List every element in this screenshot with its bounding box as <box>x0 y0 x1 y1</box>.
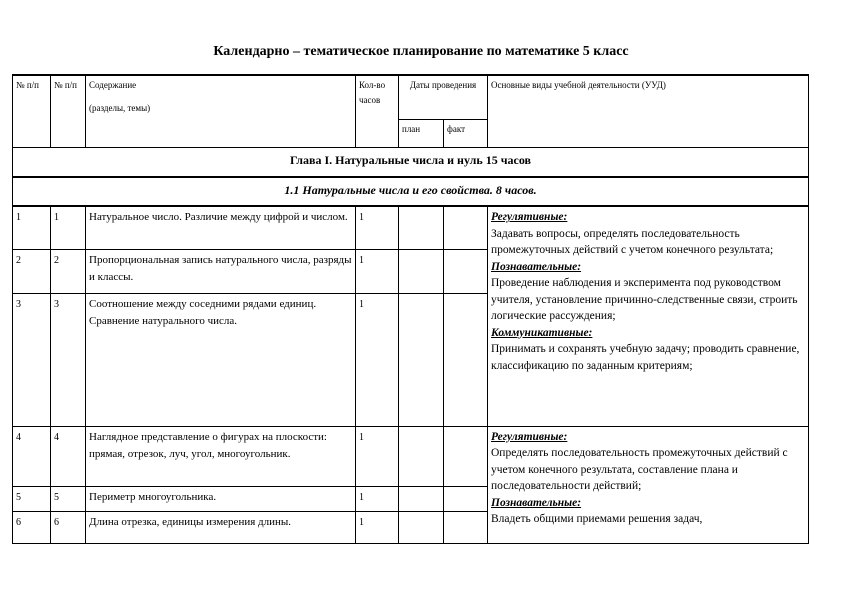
row-number-2: 2 <box>51 249 86 293</box>
row-plan <box>399 486 444 511</box>
uud-cognitive-label: Познавательные: <box>491 260 582 273</box>
row-hours: 1 <box>356 249 399 293</box>
header-num1: № п/п <box>13 75 51 147</box>
row-hours: 1 <box>356 486 399 511</box>
row-number-2: 6 <box>51 511 86 543</box>
row-topic: Натуральное число. Различие между цифрой и числом. <box>86 206 356 249</box>
row-hours: 1 <box>356 426 399 486</box>
row-topic: Наглядное представление о фигурах на плоскости: прямая, отрезок, луч, угол, многоугольник. <box>86 426 356 486</box>
header-content <box>86 75 356 147</box>
row-fact <box>444 426 488 486</box>
uud-communicative-text: Принимать и сохранять учебную задачу; проводить сравнение, классификацию по заданным критериям; <box>491 343 800 372</box>
row-plan <box>399 293 444 426</box>
table-row <box>13 206 809 249</box>
row-plan <box>399 249 444 293</box>
row-number: 4 <box>13 426 51 486</box>
header-plan: план <box>399 119 444 147</box>
row-fact <box>444 293 488 426</box>
header-num2: № п/п <box>51 75 86 147</box>
header-hours: Кол-во часов <box>356 75 399 147</box>
row-topic: Длина отрезка, единицы измерения длины. <box>86 511 356 543</box>
uud-cognitive-text: Проведение наблюдения и эксперимента под руководством учителя, установление причинно-следственные связи, строить логические рассуждения; <box>491 277 798 322</box>
row-number-2: 3 <box>51 293 86 426</box>
row-topic: Пропорциональная запись натурального числа, разряды и классы. <box>86 249 356 293</box>
row-number-2: 5 <box>51 486 86 511</box>
row-number: 3 <box>13 293 51 426</box>
chapter-title: Глава I. Натуральные числа и нуль 15 часов <box>13 147 809 177</box>
uud-communicative-label: Коммуникативные: <box>491 326 593 339</box>
uud-regulative-text: Задавать вопросы, определять последовательность промежуточных действий с учетом конечного результата; <box>491 227 774 256</box>
uud-cognitive-label: Познавательные: <box>491 496 582 509</box>
row-fact <box>444 486 488 511</box>
header-content-label: Содержание <box>89 80 137 90</box>
row-hours: 1 <box>356 511 399 543</box>
row-plan <box>399 206 444 249</box>
uud-regulative-text: Определять последовательность промежуточных действий с учетом конечного результата, составление плана и последовательности действий; <box>491 447 788 492</box>
row-hours: 1 <box>356 293 399 426</box>
row-fact <box>444 249 488 293</box>
uud-cell-2 <box>488 426 809 543</box>
header-dates: Даты проведения <box>399 75 488 119</box>
page-title: Календарно – тематическое планирование по математике 5 класс <box>213 44 629 59</box>
table-row <box>13 426 809 486</box>
row-number-2: 4 <box>51 426 86 486</box>
row-fact <box>444 206 488 249</box>
header-content-sub: (разделы, темы) <box>89 103 151 113</box>
uud-regulative-label: Регулятивные: <box>491 430 568 443</box>
row-number-2: 1 <box>51 206 86 249</box>
row-topic: Периметр многоугольника. <box>86 486 356 511</box>
row-number: 1 <box>13 206 51 249</box>
row-plan <box>399 511 444 543</box>
row-number: 5 <box>13 486 51 511</box>
row-number: 6 <box>13 511 51 543</box>
row-topic: Соотношение между соседними рядами единиц. Сравнение натурального числа. <box>86 293 356 426</box>
row-plan <box>399 426 444 486</box>
uud-cell-1 <box>488 206 809 426</box>
uud-cognitive-text: Владеть общими приемами решения задач, <box>491 513 703 525</box>
row-hours: 1 <box>356 206 399 249</box>
header-uud: Основные виды учебной деятельности (УУД) <box>488 75 809 147</box>
section-title: 1.1 Натуральные числа и его свойства. 8 часов. <box>13 177 809 206</box>
header-fact: факт <box>444 119 488 147</box>
row-number: 2 <box>13 249 51 293</box>
planning-table <box>12 74 809 544</box>
row-fact <box>444 511 488 543</box>
uud-regulative-label: Регулятивные: <box>491 211 568 223</box>
